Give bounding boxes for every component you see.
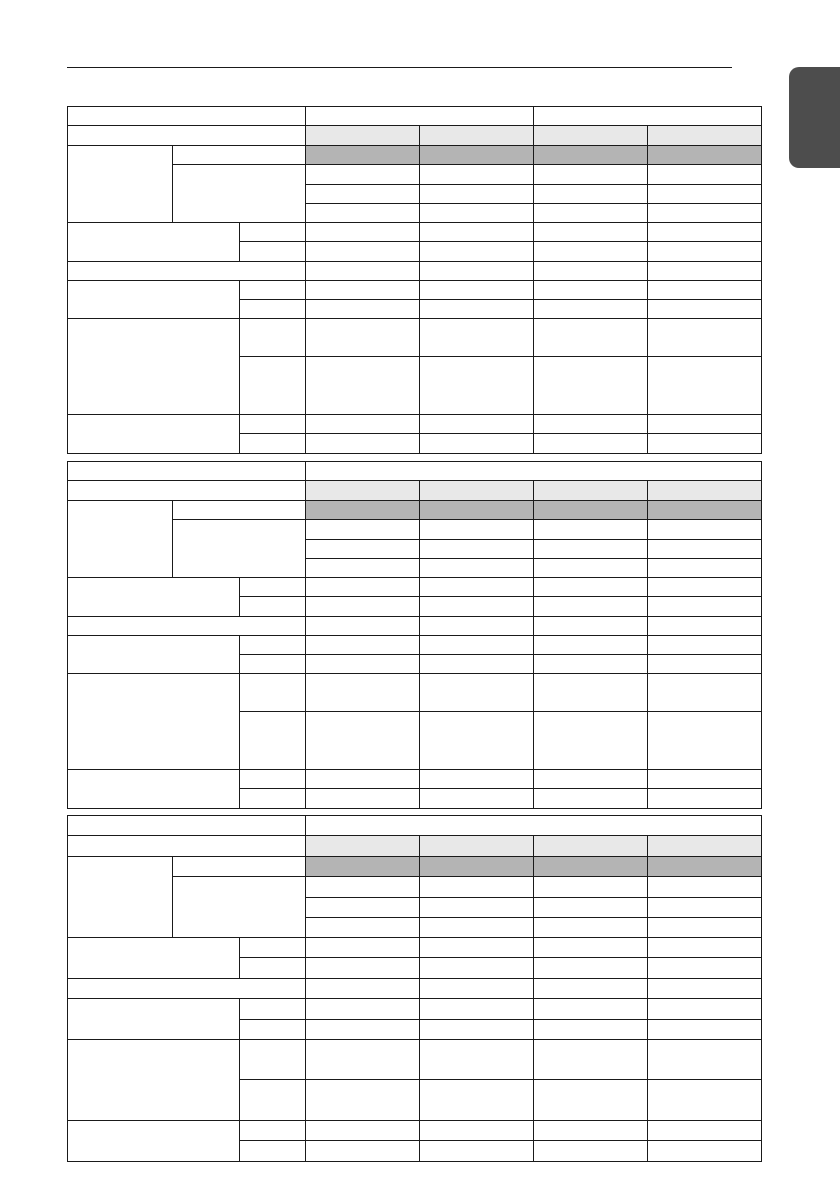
table-cell	[420, 185, 534, 204]
table-cell	[534, 300, 648, 319]
table-cell	[306, 655, 420, 674]
table-cell	[420, 165, 534, 185]
model-group-b	[534, 107, 762, 126]
table-cell	[306, 415, 420, 434]
language-tab	[789, 67, 840, 168]
unit-cell	[240, 223, 306, 242]
table-cell	[648, 434, 762, 454]
table-cell	[534, 617, 648, 636]
table-cell	[648, 617, 762, 636]
row-group-label	[68, 578, 240, 617]
table-cell	[534, 877, 648, 898]
shaded-cell	[648, 146, 762, 165]
unit-cell	[240, 1140, 306, 1161]
table-cell	[306, 770, 420, 789]
unit-cell	[240, 319, 306, 357]
table-cell	[648, 204, 762, 223]
table-cell	[306, 958, 420, 979]
table-cell	[306, 185, 420, 204]
row-group-label	[68, 319, 240, 415]
row-label	[173, 520, 306, 578]
table-cell	[534, 597, 648, 617]
shaded-cell	[306, 501, 420, 520]
unit-cell	[240, 578, 306, 597]
table-cell	[648, 898, 762, 918]
table-cell	[306, 559, 420, 578]
row-group-label	[68, 281, 240, 319]
table-cell	[648, 674, 762, 712]
table-cell	[306, 1019, 420, 1039]
unit-cell	[240, 1039, 306, 1079]
model-column-1	[306, 836, 420, 857]
row-group-label	[68, 1120, 240, 1161]
table-cell	[306, 281, 420, 300]
model-label	[68, 836, 306, 857]
table-cell	[420, 617, 534, 636]
unit-cell	[240, 958, 306, 979]
table-cell	[534, 415, 648, 434]
row-group-label	[68, 636, 240, 674]
table-cell	[648, 1140, 762, 1161]
table-cell	[420, 520, 534, 540]
table-cell	[420, 242, 534, 262]
table-cell	[648, 242, 762, 262]
table-cell	[648, 1019, 762, 1039]
table-cell	[306, 617, 420, 636]
table-cell	[420, 357, 534, 415]
shaded-cell	[420, 857, 534, 877]
row-label	[173, 877, 306, 938]
table-cell	[306, 712, 420, 770]
row-label	[173, 146, 306, 165]
model-column-2	[420, 126, 534, 146]
table-cell	[534, 979, 648, 999]
table-cell	[534, 938, 648, 958]
table-cell	[306, 999, 420, 1019]
table-cell	[534, 540, 648, 559]
row-group-label	[68, 674, 240, 770]
table-header-label	[68, 816, 306, 836]
table-cell	[306, 319, 420, 357]
unit-cell	[240, 938, 306, 958]
table-cell	[534, 770, 648, 789]
table-cell	[306, 1120, 420, 1140]
table-cell	[534, 357, 648, 415]
shaded-cell	[306, 146, 420, 165]
table-cell	[534, 1039, 648, 1079]
shaded-cell	[420, 501, 534, 520]
row-label	[173, 501, 306, 520]
table-cell	[420, 655, 534, 674]
table-cell	[648, 262, 762, 281]
table-cell	[534, 281, 648, 300]
model-column-3	[534, 481, 648, 501]
table-cell	[648, 165, 762, 185]
table-cell	[648, 636, 762, 655]
page-number	[0, 1170, 840, 1186]
table-cell	[306, 578, 420, 597]
table-cell	[534, 262, 648, 281]
table-cell	[306, 898, 420, 918]
table-cell	[648, 319, 762, 357]
shaded-cell	[648, 857, 762, 877]
table-cell	[420, 281, 534, 300]
table-cell	[420, 712, 534, 770]
table-header-label	[68, 107, 306, 126]
table-cell	[648, 281, 762, 300]
table-cell	[420, 415, 534, 434]
shaded-cell	[648, 501, 762, 520]
table-cell	[648, 1120, 762, 1140]
table-cell	[648, 1039, 762, 1079]
table-cell	[420, 597, 534, 617]
table-cell	[648, 999, 762, 1019]
table-cell	[306, 918, 420, 938]
unit-cell	[240, 434, 306, 454]
table-cell	[420, 958, 534, 979]
table-cell	[534, 636, 648, 655]
table-cell	[306, 938, 420, 958]
table-cell	[420, 1079, 534, 1120]
table-cell	[534, 242, 648, 262]
table-cell	[420, 918, 534, 938]
unit-cell	[240, 770, 306, 789]
shaded-cell	[420, 146, 534, 165]
table-cell	[420, 1120, 534, 1140]
table-cell	[534, 319, 648, 357]
table-cell	[420, 979, 534, 999]
table-cell	[306, 1140, 420, 1161]
table-cell	[534, 1079, 648, 1120]
table-cell	[306, 1039, 420, 1079]
model-column-2	[420, 836, 534, 857]
row-group-label	[68, 999, 240, 1039]
model-group	[306, 462, 762, 481]
table-cell	[306, 204, 420, 223]
table-cell	[306, 357, 420, 415]
model-column-4	[648, 481, 762, 501]
table-cell	[648, 578, 762, 597]
unit-cell	[240, 674, 306, 712]
table-cell	[534, 223, 648, 242]
table-cell	[534, 434, 648, 454]
table-cell	[648, 958, 762, 979]
table-cell	[306, 434, 420, 454]
table-cell	[306, 540, 420, 559]
model-column-3	[534, 126, 648, 146]
unit-cell	[240, 281, 306, 300]
table-cell	[420, 434, 534, 454]
row-label	[68, 979, 306, 999]
table-cell	[420, 540, 534, 559]
table-cell	[420, 789, 534, 809]
row-group-label	[68, 770, 240, 809]
row-label	[173, 857, 306, 877]
model-column-1	[306, 481, 420, 501]
row-label	[173, 165, 306, 223]
table-cell	[534, 655, 648, 674]
header-rule	[67, 67, 732, 68]
table-cell	[534, 578, 648, 597]
table-cell	[306, 520, 420, 540]
table-cell	[420, 578, 534, 597]
unit-cell	[240, 1079, 306, 1120]
table-cell	[534, 958, 648, 979]
table-cell	[306, 300, 420, 319]
table-cell	[420, 1039, 534, 1079]
table-cell	[648, 300, 762, 319]
model-group	[306, 816, 762, 836]
table-cell	[420, 938, 534, 958]
unit-cell	[240, 1019, 306, 1039]
table-cell	[648, 597, 762, 617]
model-column-4	[648, 836, 762, 857]
unit-cell	[240, 655, 306, 674]
spec-table-3	[67, 815, 761, 1162]
shaded-cell	[534, 857, 648, 877]
row-label	[68, 262, 306, 281]
table-cell	[534, 789, 648, 809]
table-cell	[534, 712, 648, 770]
table-cell	[420, 1140, 534, 1161]
table-cell	[420, 1019, 534, 1039]
table-cell	[648, 712, 762, 770]
table-cell	[648, 789, 762, 809]
model-column-3	[534, 836, 648, 857]
table-cell	[306, 1079, 420, 1120]
row-group-label	[68, 1039, 240, 1120]
table-cell	[534, 165, 648, 185]
model-column-4	[648, 126, 762, 146]
table-cell	[306, 979, 420, 999]
unit-cell	[240, 1120, 306, 1140]
table-cell	[648, 770, 762, 789]
table-cell	[534, 999, 648, 1019]
table-cell	[420, 319, 534, 357]
model-label	[68, 126, 306, 146]
table-cell	[648, 540, 762, 559]
table-cell	[648, 559, 762, 578]
table-cell	[306, 165, 420, 185]
table-cell	[534, 1140, 648, 1161]
table-cell	[306, 636, 420, 655]
spec-table-1	[67, 106, 761, 453]
table-cell	[306, 242, 420, 262]
spec-table-2	[67, 461, 761, 808]
unit-cell	[240, 357, 306, 415]
table-cell	[648, 938, 762, 958]
table-cell	[306, 597, 420, 617]
table-cell	[420, 674, 534, 712]
table-cell	[534, 185, 648, 204]
table-cell	[534, 918, 648, 938]
table-cell	[306, 674, 420, 712]
table-cell	[306, 262, 420, 281]
unit-cell	[240, 415, 306, 434]
table-cell	[534, 204, 648, 223]
table-cell	[534, 898, 648, 918]
table-cell	[648, 415, 762, 434]
row-label	[68, 617, 306, 636]
table-cell	[420, 262, 534, 281]
table-cell	[648, 357, 762, 415]
unit-cell	[240, 789, 306, 809]
table-cell	[648, 185, 762, 204]
table-header-label	[68, 462, 306, 481]
table-cell	[648, 877, 762, 898]
table-cell	[648, 223, 762, 242]
table-cell	[420, 559, 534, 578]
unit-cell	[240, 712, 306, 770]
table-cell	[420, 898, 534, 918]
table-cell	[534, 1120, 648, 1140]
row-group-label	[68, 223, 240, 262]
unit-cell	[240, 242, 306, 262]
table-cell	[534, 674, 648, 712]
row-group-label	[68, 857, 173, 938]
table-cell	[306, 223, 420, 242]
table-cell	[420, 223, 534, 242]
unit-cell	[240, 636, 306, 655]
row-group-label	[68, 501, 173, 578]
table-cell	[420, 877, 534, 898]
table-cell	[306, 877, 420, 898]
table-cell	[420, 636, 534, 655]
model-column-1	[306, 126, 420, 146]
shaded-cell	[534, 146, 648, 165]
table-cell	[534, 1019, 648, 1039]
row-group-label	[68, 146, 173, 223]
shaded-cell	[306, 857, 420, 877]
unit-cell	[240, 597, 306, 617]
model-column-2	[420, 481, 534, 501]
unit-cell	[240, 300, 306, 319]
unit-cell	[240, 999, 306, 1019]
row-group-label	[68, 938, 240, 979]
row-group-label	[68, 415, 240, 454]
table-cell	[648, 979, 762, 999]
shaded-cell	[534, 501, 648, 520]
table-cell	[648, 655, 762, 674]
table-cell	[306, 789, 420, 809]
table-cell	[420, 999, 534, 1019]
table-cell	[420, 300, 534, 319]
model-group-a	[306, 107, 534, 126]
table-cell	[648, 520, 762, 540]
table-cell	[648, 1079, 762, 1120]
table-cell	[534, 559, 648, 578]
model-label	[68, 481, 306, 501]
table-cell	[420, 204, 534, 223]
table-cell	[420, 770, 534, 789]
table-cell	[648, 918, 762, 938]
table-cell	[534, 520, 648, 540]
